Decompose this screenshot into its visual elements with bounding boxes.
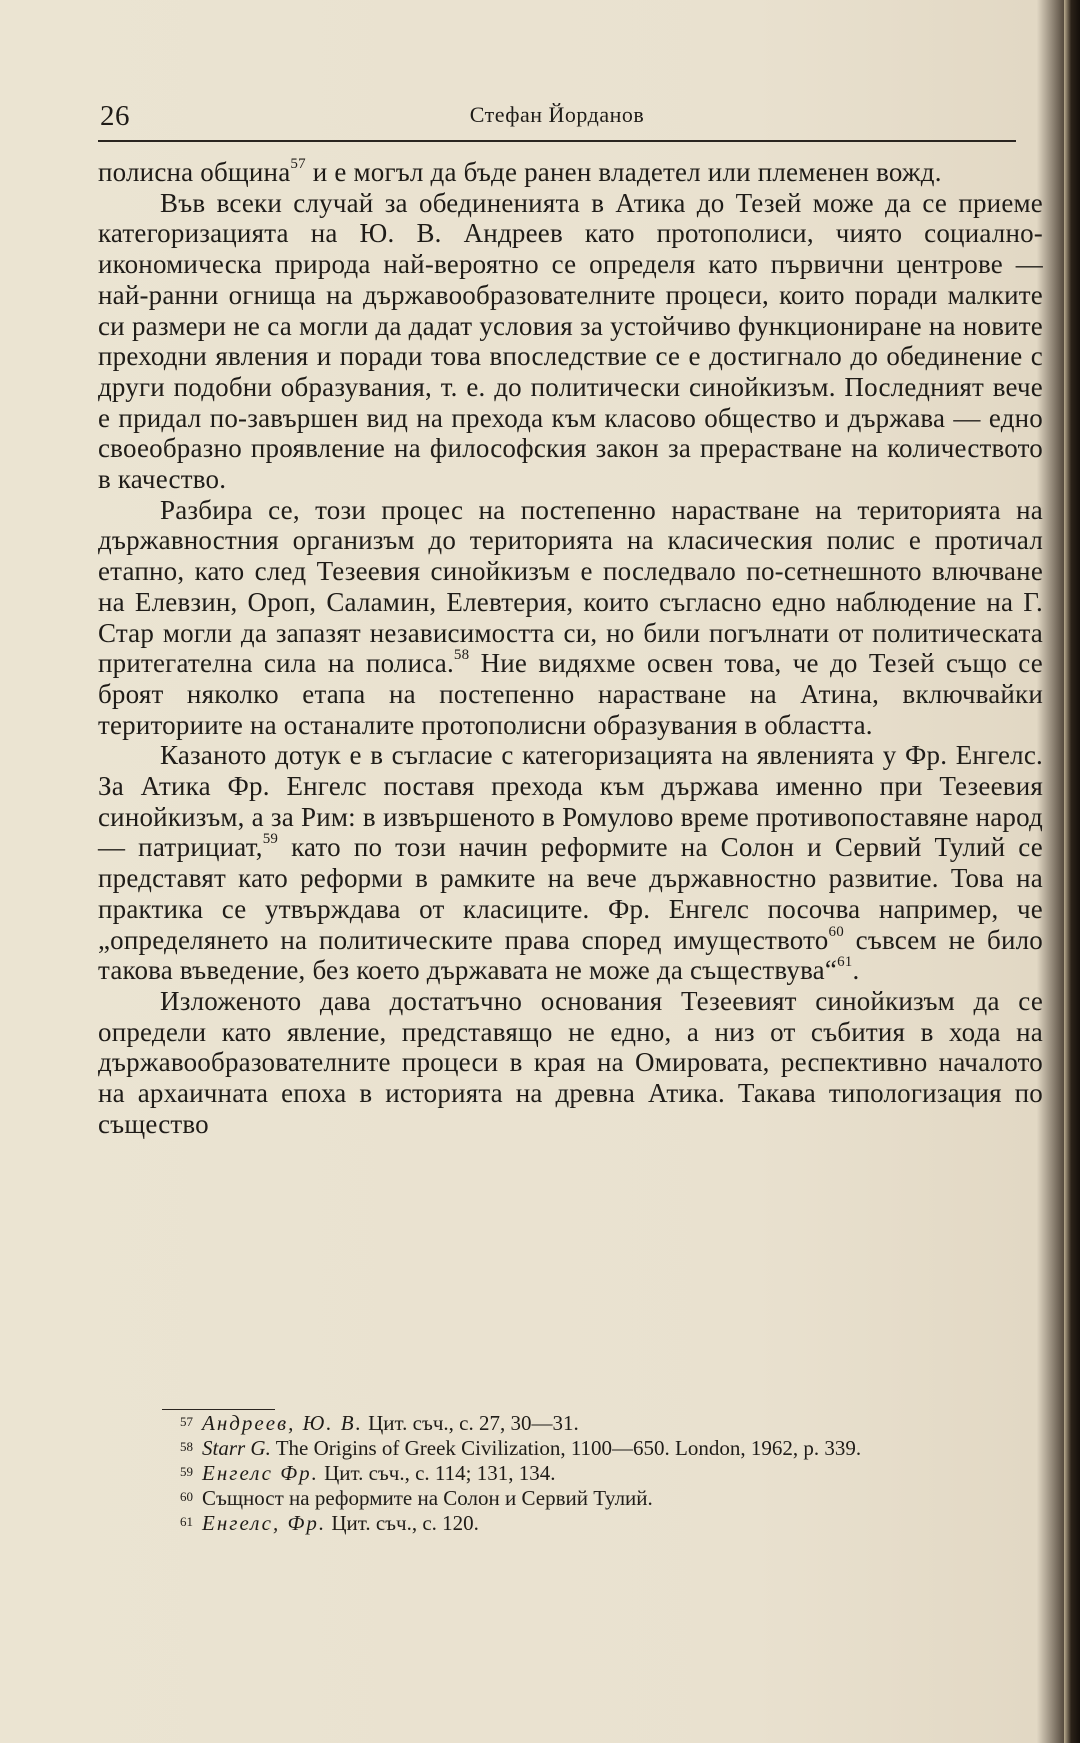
footnote-61 xyxy=(110,1511,1045,1536)
paragraph-5: Изложеното дава достатъчно основания Тезеевият синойкизъм да се определи като явление, представящо не едно, а низ от събития в хода на държавообразователните процеси в края на Омировата, респективно началото на архаичната епоха в историята на древна Атика. Такава типологизация по същество xyxy=(98,985,1043,1139)
page-number: 26 xyxy=(100,100,130,132)
footnote-author: Енгелс Фр. xyxy=(202,1461,319,1485)
text-run: като по този начин реформите на Солон и Сервий Тулий се представят като реформи в рамките на вече държавностно развитие. Това на практика се утвърждава от класиците. Фр. Енгелс посочва например, че „определянето на политическите права според имуществото xyxy=(98,832,1043,955)
footnote-number: 60 xyxy=(180,1489,193,1504)
footnotes xyxy=(110,1411,1045,1536)
footnote-59 xyxy=(110,1461,1045,1486)
paragraph-4 xyxy=(98,740,1043,986)
paragraph-3 xyxy=(98,495,1043,741)
running-head: Стефан Йорданов xyxy=(469,102,645,127)
footnote-text: Цит. съч., с. 27, 30—31. xyxy=(362,1411,579,1435)
text-run: и е могъл да бъде ранен владетел или племенен вожд. xyxy=(305,157,942,187)
page-edge-shadow xyxy=(1064,0,1080,1743)
footnote-author: Starr G. xyxy=(202,1436,271,1460)
paragraph-2: Във всеки случай за обединенията в Атика до Тезей може да се приеме категоризацията на Ю. В. Андреев като протополиси, чиято социално-икономическа природа най-вероятно се определя като първични центрове — най-ранни огнища на държавообразователните процеси, които поради малките си размери не са могли да дадат условия за устойчиво функциониране на новите преходни явления и поради това впоследствие се е достигнало до обединение с други подобни образувания, т. е. до политически синойкизъм. Последният вече е придал по-завършен вид на прехода към класово общество и държава — едно своеобразно проявление на философския закон за прерастване на количеството в качество. xyxy=(98,187,1043,495)
footnote-author: Андреев, Ю. В. xyxy=(202,1411,363,1435)
footnote-ref-59: 59 xyxy=(262,831,279,848)
footnote-text: Същност на реформите на Солон и Сервий Тулий. xyxy=(202,1486,653,1510)
footnote-ref-61: 61 xyxy=(837,954,853,971)
text-run: съвсем не било такова въведение, без което държавата не може да съществува“ xyxy=(98,924,1044,986)
page-header xyxy=(98,96,1016,142)
footnote-author: Енгелс, Фр. xyxy=(202,1511,327,1535)
footnote-text: The Origins of Greek Civilization, 1100—650. London, 1962, p. 339. xyxy=(270,1436,862,1460)
footnote-text: Цит. съч., с. 114; 131, 134. xyxy=(318,1461,556,1485)
footnote-separator xyxy=(162,1409,275,1410)
footnote-number: 61 xyxy=(180,1514,193,1529)
footnote-ref-57: 57 xyxy=(290,156,306,172)
footnote-ref-60: 60 xyxy=(828,923,844,940)
footnote-60 xyxy=(110,1486,1045,1511)
footnote-number: 58 xyxy=(180,1439,193,1454)
footnote-57 xyxy=(110,1411,1045,1436)
text-run: . xyxy=(852,955,860,986)
text-run: Казаното дотук е в съгласие с категоризацията на явленията у Фр. Енгелс. За Атика Фр. Енгелс поставя прехода към държава именно при Тезеевия синойкизъм, а за Рим: в извършеното в Ромулово време противопоставяне народ — патрициат, xyxy=(98,740,1043,863)
footnote-58 xyxy=(110,1436,1045,1461)
footnote-number: 59 xyxy=(180,1464,193,1479)
footnote-ref-58: 58 xyxy=(453,647,470,664)
paragraph-1 xyxy=(98,157,1043,188)
footnote-text: Цит. съч., с. 120. xyxy=(326,1511,479,1535)
main-text xyxy=(98,157,1043,1140)
text-run: полисна община xyxy=(98,157,291,187)
text-run: Ние видяхме освен това, че до Тезей също се броят няколко етапа на постепенно нарастване на Атина, включвайки териториите на останалите протополисни образувания в областта. xyxy=(98,648,1043,740)
text-run: Разбира се, този процес на постепенно нарастване на територията на държавностния организъм до територията на класическия полис е протичал етапно, като след Тезеевия синойкизъм е последвало по-сетнешното влючване на Елевзин, Ороп, Саламин, Елевтерия, които съгласно едно наблюдение на Г. Стар могли да запазят независимостта си, но били погълнати от политическата притегателна сила на полиса. xyxy=(98,494,1043,679)
footnote-number: 57 xyxy=(180,1414,193,1429)
